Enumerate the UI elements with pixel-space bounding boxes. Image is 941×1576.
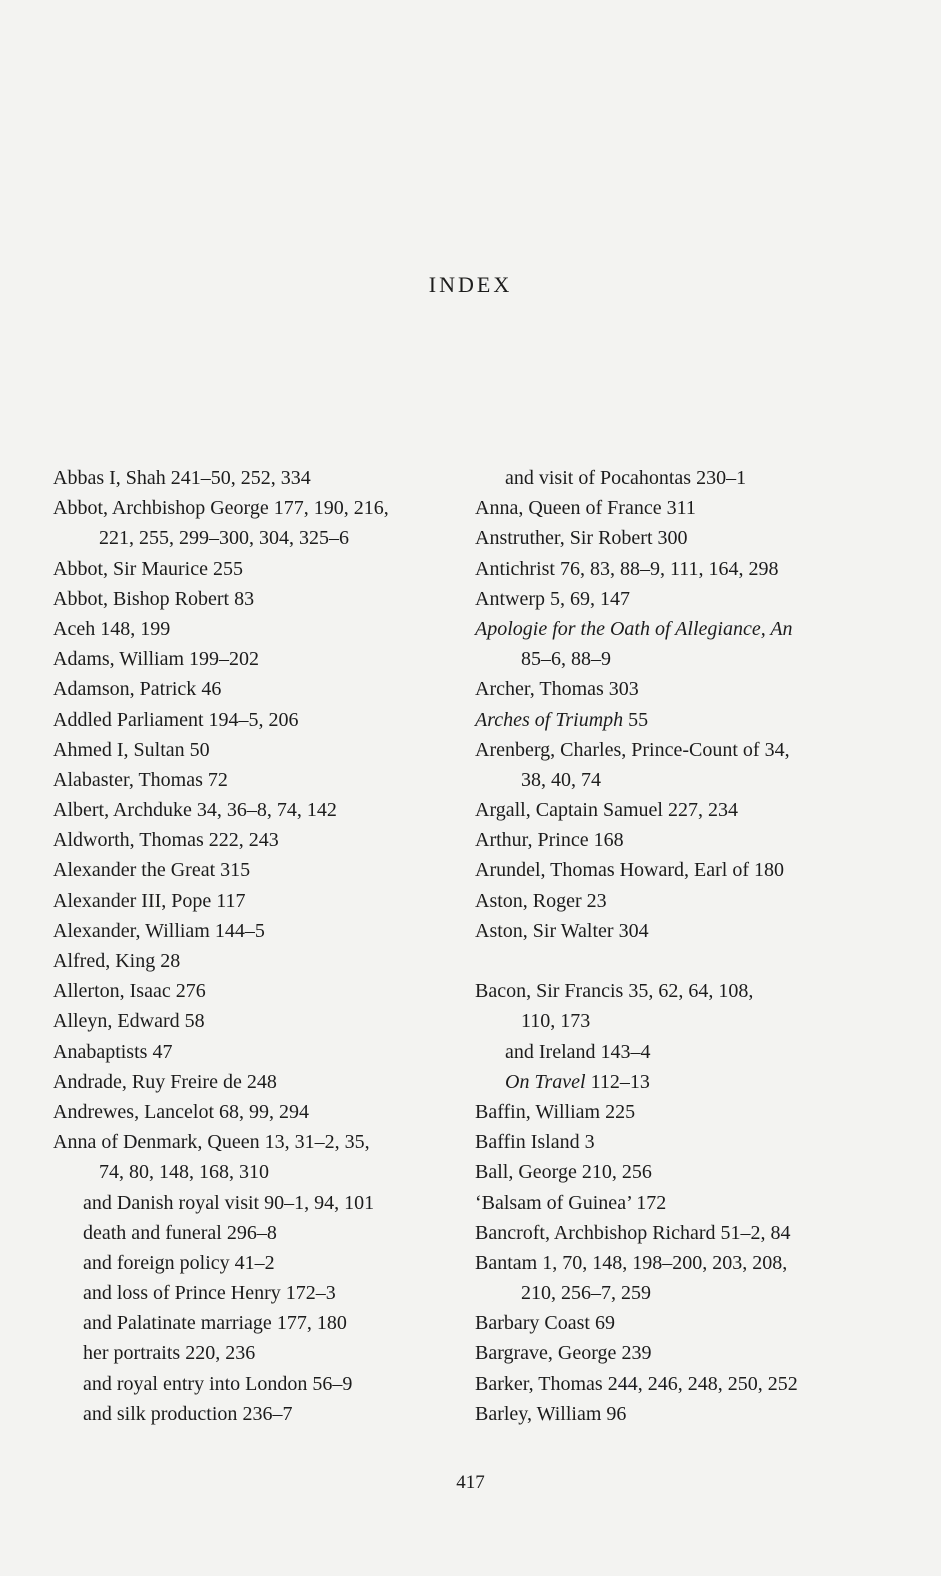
entry-label: Abbot, Bishop Robert — [53, 587, 230, 610]
entry-label: Anna, Queen of France — [475, 497, 662, 520]
entry-pages: 276 — [175, 980, 206, 1003]
entry-label: Aceh — [53, 617, 96, 640]
index-subentry — [53, 1308, 483, 1338]
entry-pages: 225 — [605, 1100, 636, 1123]
entry-pages: 148, 199 — [100, 617, 171, 640]
entry-pages: 304 — [618, 919, 649, 942]
entry-pages: 56–9 — [312, 1372, 353, 1395]
index-entry — [53, 916, 483, 946]
index-entry — [475, 674, 905, 704]
entry-label: Antwerp — [475, 587, 545, 610]
entry-pages: 220, 236 — [185, 1342, 256, 1365]
entry-label: Ball, George — [475, 1161, 577, 1184]
entry-label: Bancroft, Archbishop Richard — [475, 1221, 716, 1244]
entry-pages: 41–2 — [234, 1251, 275, 1274]
index-subentry — [475, 463, 905, 493]
entry-label: Alexander, William — [53, 919, 210, 942]
index-entry — [475, 825, 905, 855]
index-continuation — [475, 1006, 905, 1036]
index-subentry — [53, 1399, 483, 1429]
entry-label: Aldworth, Thomas — [53, 829, 204, 852]
entry-label: Arthur, Prince — [475, 829, 589, 852]
index-continuation — [53, 1157, 483, 1187]
entry-pages: 248 — [246, 1070, 277, 1093]
index-entry — [475, 1308, 905, 1338]
entry-pages: 68, 99, 294 — [219, 1100, 310, 1123]
index-entry — [475, 493, 905, 523]
entry-pages: 315 — [220, 859, 251, 882]
entry-label: On Travel — [505, 1070, 586, 1093]
index-entry — [475, 1127, 905, 1157]
index-entry — [53, 946, 483, 976]
entry-pages: 172 — [636, 1191, 667, 1214]
entry-label: and silk production — [83, 1402, 238, 1425]
index-entry — [475, 1338, 905, 1368]
index-entry — [53, 644, 483, 674]
entry-label: Alexander the Great — [53, 859, 216, 882]
entry-pages: 51–2, 84 — [720, 1221, 791, 1244]
index-entry — [475, 554, 905, 584]
entry-label: her portraits — [83, 1342, 181, 1365]
index-subentry — [53, 1248, 483, 1278]
entry-pages: 227, 234 — [667, 799, 738, 822]
index-entry — [475, 1188, 905, 1218]
entry-pages: 47 — [152, 1040, 173, 1063]
entry-pages: 117 — [216, 889, 246, 912]
entry-pages: 74, 80, 148, 168, 310 — [99, 1161, 269, 1184]
index-entry — [475, 523, 905, 553]
entry-pages: 172–3 — [285, 1282, 336, 1305]
entry-label: and Ireland — [505, 1040, 596, 1063]
entry-pages: 34, 36–8, 74, 142 — [196, 799, 337, 822]
entry-pages: 76, 83, 88–9, 111, 164, 298 — [560, 557, 779, 580]
index-subentry — [53, 1278, 483, 1308]
entry-label: Alexander III, Pope — [53, 889, 212, 912]
entry-pages: 46 — [201, 678, 222, 701]
index-continuation — [475, 765, 905, 795]
entry-pages: 241–50, 252, 334 — [170, 467, 311, 489]
entry-label: Andrewes, Lancelot — [53, 1100, 215, 1123]
entry-pages: 112–13 — [590, 1070, 650, 1093]
entry-pages: 69 — [594, 1312, 615, 1335]
entry-label: Bacon, Sir Francis — [475, 980, 624, 1003]
index-entry — [475, 855, 905, 885]
index-continuation — [475, 644, 905, 674]
entry-pages: 300 — [657, 527, 688, 550]
entry-pages: 222, 243 — [208, 829, 279, 852]
entry-label: and Palatinate marriage — [83, 1312, 272, 1335]
index-entry — [475, 1399, 905, 1429]
index-entry — [53, 705, 483, 735]
entry-label: Argall, Captain Samuel — [475, 799, 663, 822]
entry-pages: 244, 246, 248, 250, 252 — [607, 1372, 798, 1395]
index-continuation — [53, 523, 483, 553]
entry-label: Abbot, Archbishop George — [53, 497, 269, 520]
entry-pages: 58 — [184, 1010, 205, 1033]
entry-label: Arenberg, Charles, Prince-Count of — [475, 738, 760, 761]
index-entry — [53, 855, 483, 885]
index-entry — [53, 825, 483, 855]
index-entry — [53, 1067, 483, 1097]
entry-label: Albert, Archduke — [53, 799, 192, 822]
entry-label: death and funeral — [83, 1221, 222, 1244]
entry-pages: 3 — [584, 1131, 595, 1154]
entry-label: and royal entry into London — [83, 1372, 308, 1395]
index-continuation — [475, 1278, 905, 1308]
entry-pages: 90–1, 94, 101 — [264, 1191, 375, 1214]
entry-pages: 13, 31–2, 35, — [264, 1131, 370, 1154]
entry-label: Arches of Triumph — [475, 708, 624, 731]
index-subentry — [53, 1188, 483, 1218]
entry-label: Barley, William — [475, 1402, 602, 1425]
index-entry — [53, 614, 483, 644]
entry-pages: 296–8 — [226, 1221, 277, 1244]
entry-label: Andrade, Ruy Freire de — [53, 1070, 242, 1093]
entry-pages: 144–5 — [214, 919, 265, 942]
index-column-left — [53, 463, 483, 1429]
entry-pages: 210, 256–7, 259 — [521, 1282, 651, 1305]
index-entry — [53, 463, 483, 493]
entry-pages: 199–202 — [189, 648, 260, 671]
index-entry — [475, 584, 905, 614]
entry-label: Barbary Coast — [475, 1312, 590, 1335]
entry-label: Alleyn, Edward — [53, 1010, 180, 1033]
index-entry — [475, 886, 905, 916]
entry-pages: 23 — [586, 889, 607, 912]
entry-pages: 177, 180 — [276, 1312, 347, 1335]
index-entry — [475, 1369, 905, 1399]
entry-pages: 50 — [189, 738, 210, 761]
entry-label: Anna of Denmark, Queen — [53, 1131, 260, 1154]
index-entry — [53, 765, 483, 795]
entry-pages: 230–1 — [696, 467, 747, 489]
entry-label: Antichrist — [475, 557, 555, 580]
entry-label: Apologie for the Oath of Allegiance, An — [475, 617, 793, 640]
entry-label: ‘Balsam of Guinea’ — [475, 1191, 632, 1214]
blank-line — [475, 946, 905, 976]
index-entry — [53, 554, 483, 584]
entry-label: Arundel, Thomas Howard, Earl of — [475, 859, 750, 882]
page-number: 417 — [456, 1472, 485, 1493]
entry-label: Barker, Thomas — [475, 1372, 603, 1395]
entry-pages: 96 — [606, 1402, 627, 1425]
index-entry — [475, 1218, 905, 1248]
entry-label: Anabaptists — [53, 1040, 148, 1063]
entry-label: Allerton, Isaac — [53, 980, 171, 1003]
index-entry — [475, 1248, 905, 1278]
index-entry — [53, 976, 483, 1006]
entry-pages: 236–7 — [242, 1402, 293, 1425]
entry-label: Addled Parliament — [53, 708, 204, 731]
entry-label: and loss of Prince Henry — [83, 1282, 281, 1305]
index-subentry — [53, 1218, 483, 1248]
index-entry — [53, 735, 483, 765]
entry-pages: 35, 62, 64, 108, — [628, 980, 754, 1003]
index-entry — [53, 493, 483, 523]
entry-label: Adamson, Patrick — [53, 678, 197, 701]
index-entry — [53, 1097, 483, 1127]
index-column-right — [475, 463, 905, 1429]
entry-pages: 168 — [593, 829, 624, 852]
entry-label: Abbas I, Shah — [53, 467, 166, 489]
entry-pages: 303 — [608, 678, 639, 701]
index-entry — [475, 976, 905, 1006]
entry-pages: 239 — [621, 1342, 652, 1365]
index-entry — [475, 705, 905, 735]
entry-label: Aston, Sir Walter — [475, 919, 614, 942]
entry-pages: 311 — [666, 497, 696, 520]
index-entry — [475, 795, 905, 825]
entry-pages: 38, 40, 74 — [521, 768, 601, 791]
index-subentry — [53, 1338, 483, 1368]
entry-label: Bargrave, George — [475, 1342, 617, 1365]
entry-pages: 180 — [754, 859, 785, 882]
index-entry — [53, 795, 483, 825]
entry-label: Alabaster, Thomas — [53, 768, 203, 791]
index-subentry — [475, 1037, 905, 1067]
entry-pages: 5, 69, 147 — [549, 587, 630, 610]
index-entry — [53, 584, 483, 614]
entry-label: and visit of Pocahontas — [505, 467, 692, 489]
index-entry — [53, 1006, 483, 1036]
index-entry — [53, 674, 483, 704]
entry-label: Anstruther, Sir Robert — [475, 527, 653, 550]
entry-pages: 34, — [764, 738, 790, 761]
entry-label: Archer, Thomas — [475, 678, 604, 701]
index-entry — [475, 1097, 905, 1127]
entry-pages: 55 — [628, 708, 649, 731]
entry-label: Baffin Island — [475, 1131, 580, 1154]
entry-label: Adams, William — [53, 648, 185, 671]
entry-label: and foreign policy — [83, 1251, 230, 1274]
entry-label: Ahmed I, Sultan — [53, 738, 185, 761]
entry-label: Aston, Roger — [475, 889, 582, 912]
entry-pages: 85–6, 88–9 — [521, 648, 611, 671]
entry-pages: 194–5, 206 — [208, 708, 299, 731]
index-subentry — [475, 1067, 905, 1097]
entry-label: Alfred, King — [53, 950, 156, 972]
index-entry — [475, 916, 905, 946]
entry-label: Bantam — [475, 1251, 538, 1274]
entry-label: Baffin, William — [475, 1100, 601, 1123]
index-subentry — [53, 1369, 483, 1399]
entry-pages: 143–4 — [600, 1040, 651, 1063]
entry-pages: 255 — [212, 557, 243, 580]
index-entry — [53, 1127, 483, 1157]
entry-pages: 1, 70, 148, 198–200, 203, 208, — [542, 1251, 788, 1274]
index-entry — [475, 614, 905, 644]
entry-label: and Danish royal visit — [83, 1191, 260, 1214]
entry-pages: 210, 256 — [581, 1161, 652, 1184]
page-title: INDEX — [428, 272, 513, 297]
index-entry — [475, 1157, 905, 1187]
entry-label: Abbot, Sir Maurice — [53, 557, 208, 580]
entry-pages: 110, 173 — [521, 1010, 591, 1033]
entry-pages: 72 — [207, 768, 228, 791]
index-entry — [53, 886, 483, 916]
entry-pages: 83 — [234, 587, 255, 610]
entry-pages: 177, 190, 216, — [273, 497, 389, 520]
index-entry — [475, 735, 905, 765]
entry-pages: 28 — [160, 950, 181, 972]
entry-pages: 221, 255, 299–300, 304, 325–6 — [99, 527, 349, 550]
index-entry — [53, 1037, 483, 1067]
